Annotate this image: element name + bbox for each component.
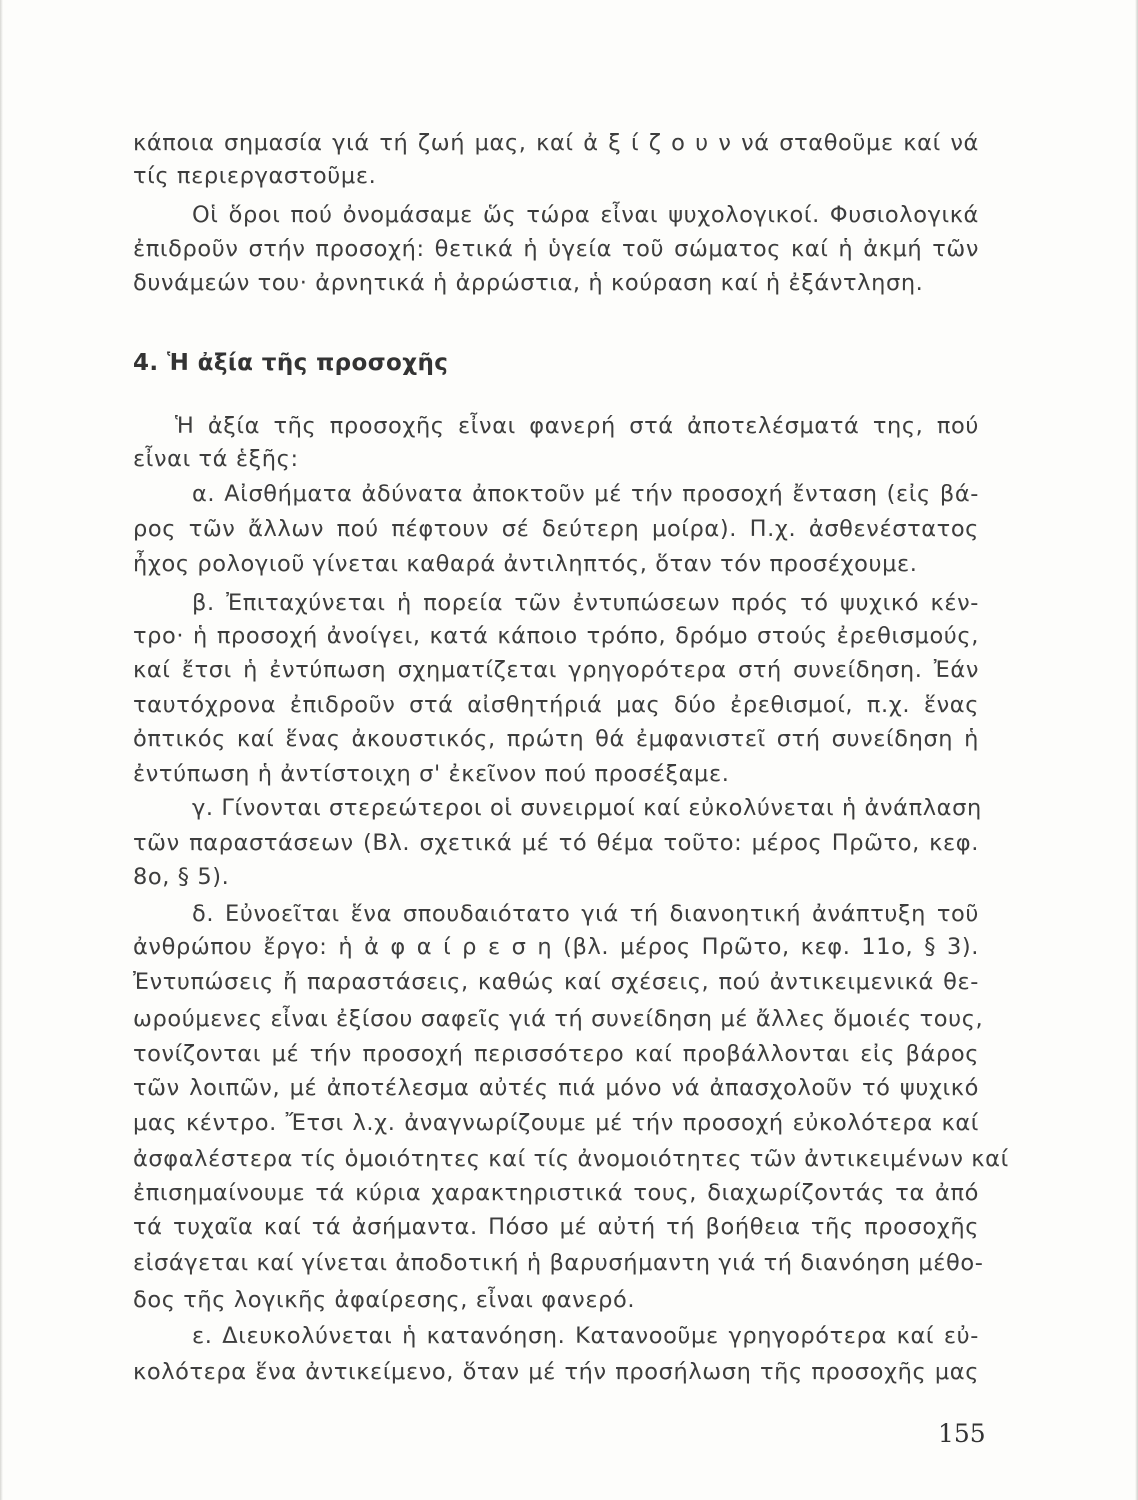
text-line: τά τυχαῖα καί τά ἀσήμαντα. Πόσο μέ αὐτή τή βοήθεια τῆς προσοχῆς bbox=[133, 1214, 979, 1240]
text-line: ἐπισημαίνουμε τά κύρια χαρακτηριστικά τους, διαχωρίζοντάς τα ἀπό bbox=[133, 1180, 979, 1206]
text-line: Οἱ ὅροι πού ὀνομάσαμε ὥς τώρα εἶναι ψυχολογικοί. Φυσιολογικά bbox=[192, 202, 979, 228]
text-line: δος τῆς λογικῆς ἀφαίρεσης, εἶναι φανερό. bbox=[133, 1287, 636, 1313]
text-line: Ἡ ἀξία τῆς προσοχῆς εἶναι φανερή στά ἀποτελέσματά της, πού bbox=[175, 413, 979, 439]
text-line: κολότερα ἕνα ἀντικείμενο, ὅταν μέ τήν προσήλωση τῆς προσοχῆς μας bbox=[133, 1359, 979, 1385]
text-line: ἦχος ρολογιοῦ γίνεται καθαρά ἀντιληπτός, ὅταν τόν προσέχουμε. bbox=[133, 551, 918, 577]
left-page-edge bbox=[0, 0, 3, 1500]
text-line: δυνάμεών του· ἀρνητικά ἡ ἀρρώστια, ἡ κούραση καί ἡ ἐξάντληση. bbox=[133, 270, 924, 296]
text-line: ρος τῶν ἄλλων πού πέφτουν σέ δεύτερη μοίρα). Π.χ. ἀσθενέστατος bbox=[133, 516, 979, 542]
text-line: ωρούμενες εἶναι ἐξίσου σαφεῖς γιά τή συνείδηση μέ ἄλλες ὅμοιές τους, bbox=[133, 1006, 984, 1032]
text-line: εἰσάγεται καί γίνεται ἀποδοτική ἡ βαρυσήμαντη γιά τή διανόηση μέθο- bbox=[133, 1250, 984, 1276]
text-line: καί ἔτσι ἡ ἐντύπωση σχηματίζεται γρηγορότερα στή συνείδηση. Ἐάν bbox=[133, 657, 979, 683]
text-line: Ἐντυπώσεις ἤ παραστάσεις, καθώς καί σχέσεις, πού ἀντικειμενικά θε- bbox=[133, 969, 979, 995]
text-line: τονίζονται μέ τήν προσοχή περισσότερο καί προβάλλονται εἰς βάρος bbox=[133, 1041, 979, 1067]
text-line: ἐπιδροῦν στήν προσοχή: θετικά ἡ ὑγεία τοῦ σώματος καί ἡ ἀκμή τῶν bbox=[133, 236, 979, 262]
section-heading: 4. Ἡ ἀξία τῆς προσοχῆς bbox=[133, 350, 449, 376]
text-line: μας κέντρο. Ἔτσι λ.χ. ἀναγνωρίζουμε μέ τήν προσοχή εὐκολότερα καί bbox=[133, 1110, 979, 1136]
text-line: τρο· ἡ προσοχή ἀνοίγει, κατά κάποιο τρόπο, δρόμο στούς ἐρεθισμούς, bbox=[133, 623, 979, 649]
text-line: δ. Εὐνοεῖται ἕνα σπουδαιότατο γιά τή διανοητική ἀνάπτυξη τοῦ bbox=[192, 901, 979, 927]
text-line: εἶναι τά ἑξῆς: bbox=[133, 446, 299, 472]
text-line: ἀνθρώπου ἔργο: ἡ ἀ φ α ί ρ ε σ η (βλ. μέρος Πρῶτο, κεφ. 11ο, § 3). bbox=[133, 934, 979, 960]
text-line: β. Ἐπιταχύνεται ἡ πορεία τῶν ἐντυπώσεων πρός τό ψυχικό κέν- bbox=[192, 590, 979, 616]
text-line: ἐντύπωση ἡ ἀντίστοιχη σ' ἐκεῖνον πού προσέξαμε. bbox=[133, 761, 730, 787]
text-line: 8ο, § 5). bbox=[133, 864, 230, 890]
text-line: τῶν παραστάσεων (Βλ. σχετικά μέ τό θέμα τοῦτο: μέρος Πρῶτο, κεφ. bbox=[133, 830, 979, 856]
text-line: κάποια σημασία γιά τή ζωή μας, καί ἀ ξ ί ζ ο υ ν νά σταθοῦμε καί νά bbox=[133, 130, 979, 156]
text-line: ε. Διευκολύνεται ἡ κατανόηση. Κατανοοῦμε γρηγορότερα καί εὐ- bbox=[192, 1323, 979, 1349]
page-number: 155 bbox=[938, 1419, 986, 1448]
text-line: τῶν λοιπῶν, μέ ἀποτέλεσμα αὐτές πιά μόνο νά ἀπασχολοῦν τό ψυχικό bbox=[133, 1075, 979, 1101]
text-line: ἀσφαλέστερα τίς ὁμοιότητες καί τίς ἀνομοιότητες τῶν ἀντικειμένων καί bbox=[133, 1146, 1009, 1172]
text-line: α. Αἰσθήματα ἀδύνατα ἀποκτοῦν μέ τήν προσοχή ἔνταση (εἰς βά- bbox=[192, 481, 979, 507]
text-line: ὀπτικός καί ἕνας ἀκουστικός, πρώτη θά ἐμφανιστεῖ στή συνείδηση ἡ bbox=[133, 726, 979, 752]
text-line: τίς περιεργαστοῦμε. bbox=[133, 163, 377, 189]
text-line: ταυτόχρονα ἐπιδροῦν στά αἰσθητήριά μας δύο ἐρεθισμοί, π.χ. ἕνας bbox=[133, 692, 979, 718]
text-line: γ. Γίνονται στερεώτεροι οἱ συνειρμοί καί εὐκολύνεται ἡ ἀνάπλαση bbox=[192, 795, 982, 821]
